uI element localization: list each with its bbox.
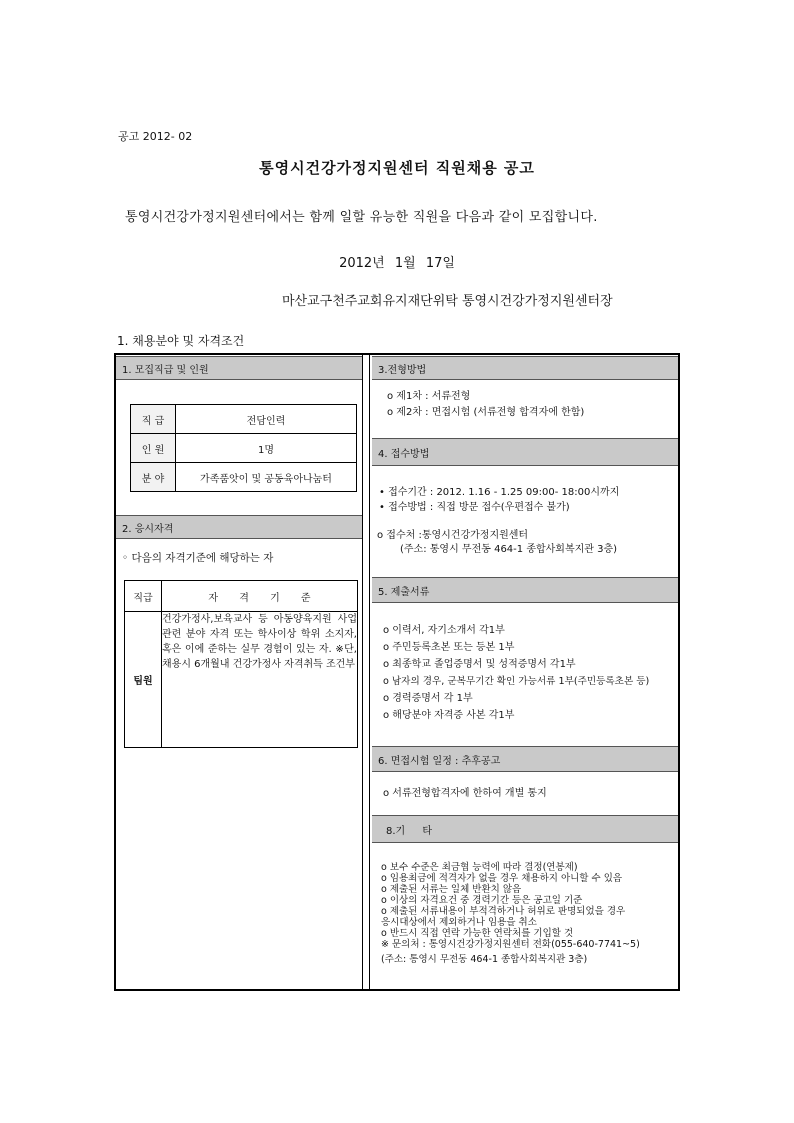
reception-place: o 접수처 :통영시건강가정지원센터 xyxy=(377,530,529,541)
field-key: 분 야 xyxy=(131,463,176,492)
document-item: o 해당분야 자격증 사본 각1부 xyxy=(383,710,515,721)
table-row xyxy=(125,581,358,612)
etc-item: 응시대상에서 제외하거나 임용을 취소 xyxy=(381,917,537,928)
field-value: 가족품앗이 및 공동육아나눔터 xyxy=(176,463,357,492)
recruit-header: 1. 모집직급 및 인원 xyxy=(116,356,362,380)
reception-way: • 접수방법 : 직접 방문 접수(우편접수 불가) xyxy=(379,502,570,513)
interview-note: o 서류전형합격자에 한하여 개별 통지 xyxy=(383,788,547,799)
method-item: o 제2차 : 면접시험 (서류전형 합격자에 한함) xyxy=(387,407,585,418)
page-title: 통영시건강가정지원센터 직원채용 공고 xyxy=(259,159,535,177)
qualification-table xyxy=(124,580,358,748)
document-number: 공고 2012- 02 xyxy=(118,130,193,143)
table-row xyxy=(125,612,358,748)
reception-period: • 접수기간 : 2012. 1.16 - 1.25 09:00- 18:00시까지 xyxy=(379,487,620,498)
document-item: o 남자의 경우, 군복무기간 확인 가능서류 1부(주민등록초본 등) xyxy=(383,676,650,687)
headcount-value: 1명 xyxy=(176,434,357,463)
col-criteria-header: 자 격 기 준 xyxy=(162,581,358,612)
qualification-lead: ◦ 다음의 자격기준에 해당하는 자 xyxy=(122,552,274,564)
etc-item: (주소: 통영시 무전동 464-1 종합사회복지관 3층) xyxy=(381,954,588,965)
section-title: 1. 채용분야 및 자격조건 xyxy=(117,334,245,348)
rank-key: 직 급 xyxy=(131,405,176,434)
etc-item: o 임용최금에 적격자가 없을 경우 채용하지 아니할 수 있음 xyxy=(381,873,623,884)
table-row xyxy=(131,463,357,492)
document-item: o 경력증명서 각 1부 xyxy=(383,693,473,704)
method-header: 3.전형방법 xyxy=(372,356,678,380)
qualification-header: 2. 응시자격 xyxy=(116,515,362,539)
col-rank-header: 직급 xyxy=(125,581,162,612)
interview-header: 6. 면접시험 일정 : 추후공고 xyxy=(372,746,678,772)
headcount-key: 인 원 xyxy=(131,434,176,463)
etc-item: o 보수 수준은 최금협 능력에 따라 결정(연봉제) xyxy=(381,862,578,873)
criteria-cell: 건강가정사,보육교사 등 아동양육지원 사업 관련 분야 자격 또는 학사이상 학위 소지자, 혹은 이에 준하는 실무 경험이 있는 자. ※단, 채용시 6개월내 건강가정사 자격취득 조건부 xyxy=(162,612,358,748)
table-row xyxy=(131,405,357,434)
etc-item: o 반드시 직접 연락 가능한 연락처를 기입할 것 xyxy=(381,928,574,939)
recruit-table xyxy=(130,404,357,492)
announcement-date: 2012년 1월 17일 xyxy=(339,256,455,271)
intro-text: 통영시건강가정지원센터에서는 함께 일할 유능한 직원을 다음과 같이 모집합니다. xyxy=(125,210,598,225)
document-item: o 최종학교 졸업증명서 및 성적증명서 각1부 xyxy=(383,659,576,670)
rank-cell: 팀원 xyxy=(125,612,162,748)
etc-item: o 제출된 서류내용이 부적격하거나 허위로 판명되었을 경우 xyxy=(381,906,626,917)
reception-address: (주소: 통영시 무전동 464-1 종합사회복지관 3층) xyxy=(400,544,618,555)
document-item: o 이력서, 자기소개서 각1부 xyxy=(383,625,505,636)
etc-item: ※ 문의처 : 통영시건강가정지원센터 전화(055-640-7741~5) xyxy=(381,939,640,950)
issuer: 마산교구천주교회유지재단위탁 통영시건강가정지원센터장 xyxy=(282,294,613,309)
method-item: o 제1차 : 서류전형 xyxy=(387,391,471,402)
reception-header: 4. 접수방법 xyxy=(372,438,678,466)
document-item: o 주민등록초본 또는 등본 1부 xyxy=(383,642,515,653)
column-divider xyxy=(362,355,370,989)
etc-header: 8.기 타 xyxy=(372,815,678,843)
table-row xyxy=(131,434,357,463)
etc-item: o 제출된 서류는 일체 반환치 않음 xyxy=(381,884,522,895)
documents-header: 5. 제출서류 xyxy=(372,577,678,603)
etc-item: o 이상의 자격요건 중 경력기간 등은 공고일 기준 xyxy=(381,895,583,906)
rank-value: 전담인력 xyxy=(176,405,357,434)
